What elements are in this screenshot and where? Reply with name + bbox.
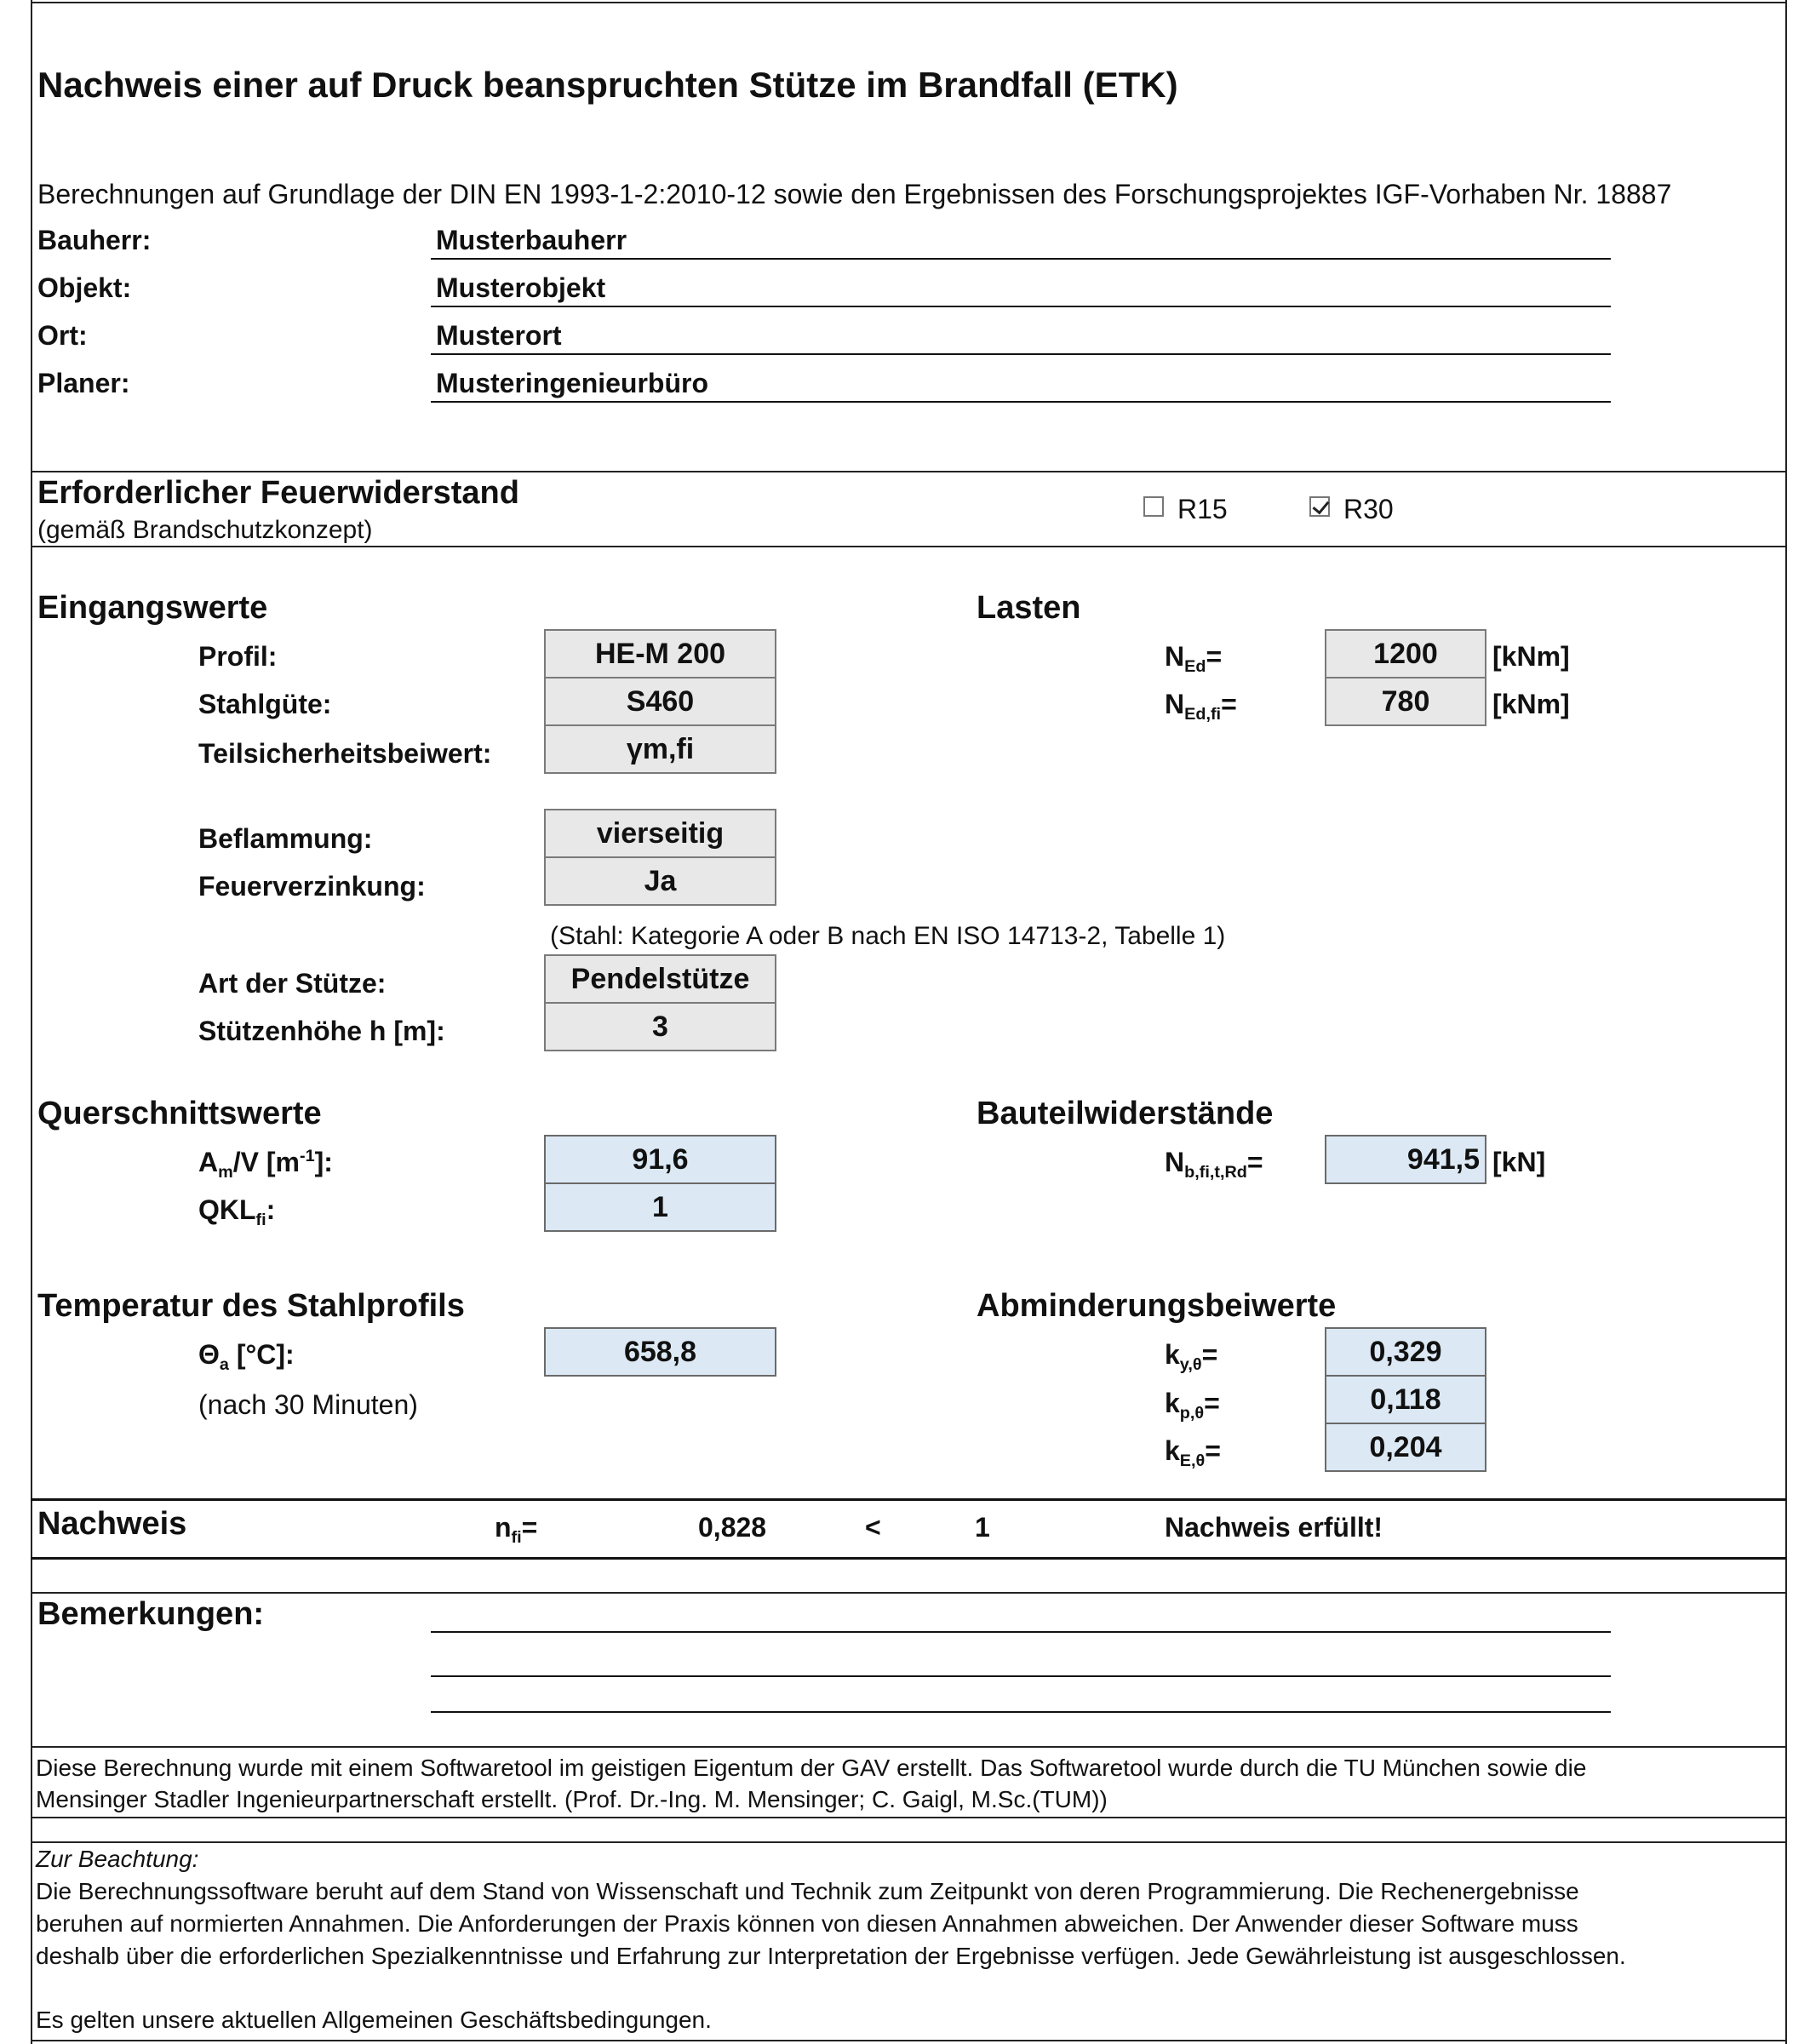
bauherr-underline [431,258,1611,260]
ke-equals: = [1205,1435,1221,1466]
frame-top-border [31,2,1786,3]
objekt-label: Objekt: [37,272,132,303]
nfi-symbol: n [495,1512,512,1543]
objekt-underline [431,306,1611,307]
hoehe-value[interactable]: 3 [544,1002,776,1051]
amv-end: ]: [314,1147,333,1177]
reduction-title: Abminderungsbeiwerte [977,1288,1337,1324]
page-title: Nachweis einer auf Druck beanspruchten Stütze im Brandfall (ETK) [37,65,1178,105]
r15-label[interactable]: R15 [1177,494,1228,524]
verification-title: Nachweis [37,1506,187,1542]
divider-fire-resistance-bottom [31,546,1786,547]
remarks-title: Bemerkungen: [37,1596,265,1632]
ky-value: 0,329 [1325,1327,1486,1377]
ned-label [1165,641,1223,676]
theta-unit: [°C]: [228,1339,295,1370]
divider-credits-bottom [31,1817,1786,1818]
qkl-label [198,1194,276,1229]
hoehe-label: Stützenhöhe h [m]: [198,1016,445,1046]
fire-resistance-title: Erforderlicher Feuerwiderstand [37,475,519,511]
divider-verification-bottom [31,1557,1786,1560]
loads-title: Lasten [977,590,1081,626]
nbfi-symbol: N [1165,1147,1185,1177]
note-title: Zur Beachtung: [36,1846,199,1872]
section-values-title: Querschnittswerte [37,1096,322,1131]
ke-label [1165,1435,1221,1470]
divider-credits-top [31,1746,1786,1748]
kp-subscript: p,θ [1179,1403,1205,1423]
kp-equals: = [1204,1388,1220,1418]
ort-value[interactable]: Musterort [436,320,562,351]
credits-line-1: Diese Berechnung wurde mit einem Softwaretool im geistigen Eigentum der GAV erstellt. Das Softwaretool wurde durch die TU München sowie die [36,1755,1587,1781]
comparator: < [865,1512,881,1543]
ort-label: Ort: [37,320,88,351]
temperature-title: Temperatur des Stahlprofils [37,1288,465,1324]
divider-verification-top [31,1498,1786,1501]
note-line-3: deshalb über die erforderlichen Spezialkenntnisse und Erfahrung zur Interpretation der Ergebnisse verfügen. Jede Gewährleistung ist ausgeschlossen. [36,1943,1626,1969]
stahlguete-value[interactable]: S460 [544,677,776,726]
steel-category-note: (Stahl: Kategorie A oder B nach EN ISO 14713-2, Tabelle 1) [550,922,1226,950]
ky-subscript: y,θ [1179,1354,1202,1374]
divider-remarks-top [31,1592,1786,1594]
qkl-colon: : [266,1194,276,1225]
qkl-text: QKL [198,1194,256,1225]
nbfi-unit: [kN] [1492,1147,1546,1177]
limit-value: 1 [975,1512,990,1543]
nedfi-equals: = [1221,689,1237,719]
r30-checkbox[interactable] [1309,496,1330,517]
resistance-title: Bauteilwiderstände [977,1096,1274,1131]
nbfi-equals: = [1246,1147,1263,1177]
ort-underline [431,353,1611,355]
ke-subscript: E,θ [1179,1451,1206,1470]
feuerverzinkung-label: Feuerverzinkung: [198,871,426,902]
temperature-note: (nach 30 Minuten) [198,1389,418,1420]
amv-mid: /V [m [232,1147,300,1177]
theta-subscript: a [219,1354,229,1374]
theta-symbol: Θ [198,1339,220,1370]
amv-superscript: -1 [299,1147,315,1166]
nfi-subscript: fi [511,1527,522,1547]
credits-line-2: Mensinger Stadler Ingenieurpartnerschaft erstellt. (Prof. Dr.-Ing. M. Mensinger; C. Gaigl, M.Sc.(TUM)) [36,1786,1108,1812]
r15-checkbox[interactable] [1143,496,1164,517]
theta-label [198,1339,295,1374]
frame-right-border [1785,0,1787,2044]
bauherr-label: Bauherr: [37,225,152,255]
profil-value[interactable]: HE-M 200 [544,629,776,678]
nbfi-label [1165,1147,1263,1182]
ned-subscript: Ed [1184,656,1206,676]
nfi-equals: = [521,1512,538,1543]
beflammung-value[interactable]: vierseitig [544,809,776,858]
kp-label [1165,1388,1220,1423]
nedfi-label [1165,689,1237,724]
ky-label [1165,1339,1218,1374]
note-line-1: Die Berechnungssoftware beruht auf dem Stand von Wissenschaft und Technik zum Zeitpunkt von deren Programmierung. Die Rechenergebnisse [36,1878,1579,1904]
ke-value: 0,204 [1325,1423,1486,1472]
nedfi-value[interactable]: 780 [1325,677,1486,726]
ned-equals: = [1206,641,1223,672]
ned-value[interactable]: 1200 [1325,629,1486,678]
kp-value: 0,118 [1325,1375,1486,1424]
amv-a: A [198,1147,219,1177]
nfi-label [495,1512,538,1547]
planer-underline [431,401,1611,403]
frame-left-border [31,0,32,2044]
ke-symbol: k [1165,1435,1180,1466]
planer-label: Planer: [37,368,130,398]
nedfi-unit: [kNm] [1492,689,1570,719]
theta-value: 658,8 [544,1327,776,1377]
qkl-subscript: fi [255,1210,266,1229]
divider-note-top [31,1841,1786,1843]
frame-bottom-border [31,2040,1786,2041]
nbfi-value: 941,5 [1325,1135,1486,1184]
inputs-title: Eingangswerte [37,590,268,626]
objekt-value[interactable]: Musterobjekt [436,272,606,303]
note-line-2: beruhen auf normierten Annahmen. Die Anforderungen der Praxis können von diesen Annahmen abweichen. Der Anwender dieser Software muss [36,1910,1578,1937]
amv-label [198,1147,333,1182]
planer-value[interactable]: Musteringenieurbüro [436,368,709,398]
verification-result: Nachweis erfüllt! [1165,1512,1383,1543]
calculation-basis: Berechnungen auf Grundlage der DIN EN 1993-1-2:2010-12 sowie den Ergebnissen des Forschungsprojektes IGF-Vorhaben Nr. 18887 [37,179,1672,209]
bauherr-value[interactable]: Musterbauherr [436,225,627,255]
teilsicherheit-value[interactable]: γm,fi [544,724,776,774]
nedfi-subscript: Ed,fi [1184,704,1222,724]
nbfi-subscript: b,fi,t,Rd [1184,1162,1247,1182]
nedfi-symbol: N [1165,689,1185,719]
feuerverzinkung-value[interactable]: Ja [544,856,776,906]
art-label: Art der Stütze: [198,968,387,999]
amv-value: 91,6 [544,1135,776,1184]
beflammung-label: Beflammung: [198,823,373,854]
profil-label: Profil: [198,641,278,672]
stahlguete-label: Stahlgüte: [198,689,332,719]
teilsicherheit-label: Teilsicherheitsbeiwert: [198,738,492,769]
fire-resistance-subtitle: (gemäß Brandschutzkonzept) [37,516,373,544]
remarks-line-2[interactable] [431,1675,1611,1677]
terms-notice: Es gelten unsere aktuellen Allgemeinen Geschäftsbedingungen. [36,2007,712,2033]
art-value[interactable]: Pendelstütze [544,954,776,1004]
ned-unit: [kNm] [1492,641,1570,672]
ky-symbol: k [1165,1339,1180,1370]
qkl-value: 1 [544,1182,776,1232]
kp-symbol: k [1165,1388,1180,1418]
remarks-line-1[interactable] [431,1631,1611,1633]
nfi-value: 0,828 [698,1512,767,1543]
ned-symbol: N [1165,641,1185,672]
amv-subscript: m [218,1162,233,1182]
r30-label[interactable]: R30 [1343,494,1394,524]
ky-equals: = [1201,1339,1218,1370]
divider-fire-resistance-top [31,471,1786,472]
remarks-line-3[interactable] [431,1711,1611,1713]
